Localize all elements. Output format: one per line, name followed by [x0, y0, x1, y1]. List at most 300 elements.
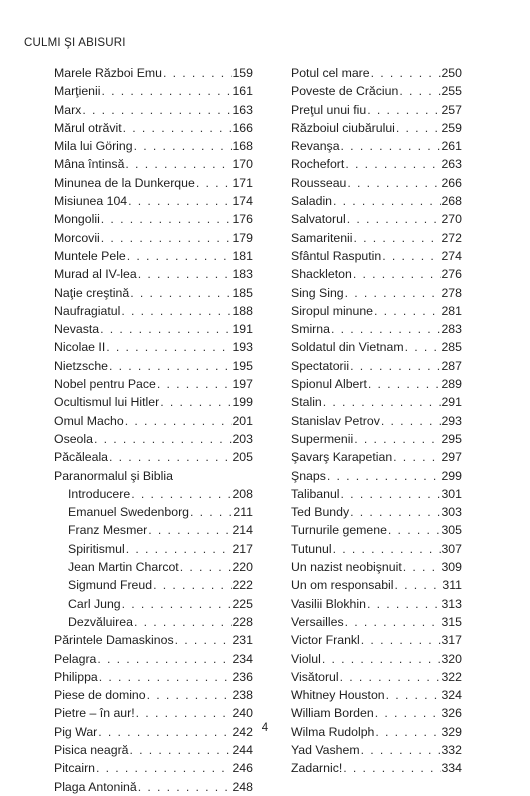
toc-entry [54, 778, 253, 796]
dot-leader [96, 650, 232, 668]
dot-leader [321, 650, 442, 668]
toc-entry-title: Mărul otrăvit [54, 120, 122, 135]
toc-entry-page: 285 [441, 340, 462, 355]
toc-entry-page: 199 [232, 395, 253, 410]
toc-subentry [54, 558, 253, 576]
toc-entry-title: Yad Vashem [291, 742, 360, 757]
toc-entry-title: Supermenii [291, 431, 354, 446]
dot-leader [137, 265, 233, 283]
toc-entry-title: Ocultismul lui Hitler [54, 395, 160, 410]
toc-entry [291, 686, 462, 704]
toc-entry-page: 317 [441, 633, 462, 648]
dot-leader [122, 119, 233, 137]
toc-entry [54, 448, 253, 466]
page-number: 4 [261, 722, 269, 734]
dot-leader [392, 448, 441, 466]
toc-entry-title: Sigmund Freud [68, 578, 153, 593]
toc-entry-page: 197 [232, 377, 253, 392]
dot-leader [108, 448, 232, 466]
toc-entry-page: 301 [441, 486, 462, 501]
toc-entry-title: Tutunul [291, 541, 332, 556]
dot-leader [398, 82, 441, 100]
toc-entry-page: 193 [232, 340, 253, 355]
toc-entry-page: 281 [441, 303, 462, 318]
toc-entry [54, 430, 253, 448]
toc-entry-page: 261 [441, 139, 462, 154]
dot-leader [135, 704, 233, 722]
toc-entry-page: 259 [441, 120, 462, 135]
toc-entry-page: 324 [441, 688, 462, 703]
toc-entry [291, 174, 462, 192]
dot-leader [332, 192, 441, 210]
toc-entry [291, 302, 462, 320]
dot-leader [108, 357, 232, 375]
dot-leader [125, 540, 233, 558]
toc-entry [291, 64, 462, 82]
dot-leader [137, 778, 233, 796]
dot-leader [366, 595, 442, 613]
toc-entry-title: Victor Frankl [291, 633, 360, 648]
toc-entry-title: William Borden [291, 706, 374, 721]
toc-entry-page: 217 [232, 541, 253, 556]
toc-entry [291, 210, 462, 228]
dot-leader [366, 101, 441, 119]
toc-entry [54, 668, 253, 686]
toc-entry-page: 234 [232, 651, 253, 666]
dot-leader [98, 668, 233, 686]
toc-entry-page: 166 [232, 120, 253, 135]
toc-entry-title: Potul cel mare [291, 66, 370, 80]
toc-entry [291, 448, 462, 466]
dot-leader [326, 467, 442, 485]
toc-entry-page: 183 [232, 267, 253, 282]
toc-entry-page: 211 [233, 505, 253, 520]
toc-entry-title: Revanşa [291, 139, 340, 154]
toc-entry-page: 326 [441, 706, 462, 721]
toc-entry [291, 265, 462, 283]
dot-leader [367, 375, 442, 393]
toc-entry-title: Soldatul din Vietnam [291, 340, 404, 355]
toc-entry [54, 284, 253, 302]
toc-entry-title: Nietzsche [54, 358, 108, 373]
toc-entry-title: Pietre – în aur! [54, 706, 135, 721]
toc-entry-title: Smirna [291, 322, 330, 337]
toc-entry [291, 393, 462, 411]
dot-leader [179, 558, 233, 576]
toc-entry [291, 576, 462, 594]
toc-entry-title: Murad al IV-lea [54, 267, 137, 282]
toc-entry-title: Stalin [291, 395, 322, 410]
toc-subentry [54, 540, 253, 558]
toc-entry-title: Shackleton [291, 267, 352, 282]
toc-entry-page: 272 [441, 230, 462, 245]
toc-entry-title: Preţul unui fiu [291, 102, 367, 117]
toc-entry [291, 430, 462, 448]
dot-leader [81, 101, 232, 119]
toc-entry-title: Samaritenii [291, 230, 353, 245]
toc-entry-page: 203 [232, 431, 253, 446]
toc-entry-page: 332 [441, 742, 462, 757]
toc-entry-title: Paranormalul şi Biblia [54, 468, 173, 483]
toc-entry-page: 263 [441, 157, 462, 172]
toc-entry-page: 246 [232, 761, 253, 776]
dot-leader [346, 174, 441, 192]
toc-entry [291, 229, 462, 247]
toc-entry [291, 412, 462, 430]
toc-entry-title: Dezvăluirea [68, 614, 133, 629]
dot-leader [129, 284, 232, 302]
toc-entry-title: Piese de domino [54, 688, 146, 703]
toc-entry-page: 222 [232, 578, 253, 593]
toc-entry-page: 329 [441, 724, 462, 739]
toc-subentry [54, 595, 253, 613]
toc-entry-title: Introducere [68, 486, 131, 501]
toc-entry [54, 82, 253, 100]
dot-leader [162, 64, 232, 82]
toc-entry-title: Pitcairn [54, 761, 96, 776]
toc-entry [54, 302, 253, 320]
toc-entry-title: Mâna întinsă [54, 157, 125, 172]
toc-entry-title: Oseola [54, 431, 93, 446]
toc-entry [291, 137, 462, 155]
dot-leader [124, 412, 233, 430]
toc-entry-title: Naufragiatul [54, 303, 121, 318]
dot-leader [133, 137, 233, 155]
toc-entry-page: 313 [441, 596, 462, 611]
dot-leader [147, 521, 232, 539]
toc-entry-title: Spionul Albert [291, 377, 367, 392]
toc-entry [54, 247, 253, 265]
dot-leader [130, 485, 232, 503]
toc-entry-page: 244 [232, 742, 253, 757]
dot-leader [174, 631, 233, 649]
toc-entry-title: Şavarş Karapetian [291, 450, 393, 465]
toc-entry [291, 247, 462, 265]
toc-entry [291, 650, 462, 668]
toc-entry-title: Salvatorul [291, 212, 346, 227]
toc-entry-page: 163 [232, 102, 253, 117]
dot-leader [339, 668, 442, 686]
toc-entry-title: Violul [291, 651, 321, 666]
toc-entry-title: Misiunea 104 [54, 194, 128, 209]
toc-entry [54, 650, 253, 668]
toc-entry-page: 208 [232, 486, 253, 501]
toc-entry-title: Marx [54, 102, 82, 117]
dot-leader [387, 521, 442, 539]
toc-entry-title: Philippa [54, 669, 98, 684]
toc-entry-page: 220 [232, 560, 253, 575]
toc-entry-title: Şnaps [291, 468, 326, 483]
toc-entry-title: Morcovii [54, 230, 100, 245]
toc-entry-page: 255 [441, 84, 462, 99]
toc-entry-page: 293 [441, 413, 462, 428]
toc-entry-title: Păcăleala [54, 450, 109, 465]
toc-entry [54, 375, 253, 393]
dot-leader [100, 82, 232, 100]
toc-entry [54, 393, 253, 411]
toc-entry-page: 315 [441, 614, 462, 629]
toc-entry [291, 668, 462, 686]
dot-leader [360, 631, 442, 649]
toc-entry [291, 119, 462, 137]
toc-entry-title: Stanislav Petrov [291, 413, 380, 428]
toc-entry-page: 228 [232, 614, 253, 629]
toc-entry-page: 248 [232, 779, 253, 794]
toc-entry-page: 295 [441, 431, 462, 446]
toc-entry-page: 278 [441, 285, 462, 300]
dot-leader [95, 759, 232, 777]
toc-entry [54, 338, 253, 356]
toc-entry [291, 357, 462, 375]
dot-leader [120, 302, 232, 320]
toc-entry [291, 467, 462, 485]
toc-column-right [291, 64, 462, 778]
dot-leader [374, 704, 442, 722]
toc-entry-title: Talibanul [291, 486, 340, 501]
toc-entry [291, 503, 462, 521]
dot-leader [404, 338, 442, 356]
toc-entry-title: Mongolii [54, 212, 100, 227]
toc-entry-title: Rousseau [291, 175, 347, 190]
dot-leader [127, 192, 232, 210]
toc-entry-page: 174 [232, 194, 253, 209]
toc-entry [291, 82, 462, 100]
toc-entry-title: Jean Martin Charcot [68, 560, 179, 575]
toc-entry-page: 188 [232, 303, 253, 318]
dot-leader [322, 393, 442, 411]
toc-subentry [54, 485, 253, 503]
toc-entry [54, 174, 253, 192]
toc-entry-page: 191 [232, 322, 253, 337]
toc-entry-page: 297 [441, 450, 462, 465]
toc-entry-title: Marele Război Emu [54, 66, 162, 80]
toc-entry [54, 759, 253, 777]
dot-leader [340, 137, 442, 155]
toc-entry-page: 309 [441, 560, 462, 575]
dot-leader [352, 265, 442, 283]
toc-entry-title: Muntele Pele [54, 248, 126, 263]
toc-subentry [54, 521, 253, 539]
toc-entry-page: 268 [441, 194, 462, 209]
toc-entry-page: 161 [232, 84, 253, 99]
toc-entry-title: Nobel pentru Pace [54, 377, 156, 392]
toc-column-left [54, 64, 253, 796]
dot-leader [340, 485, 442, 503]
toc-entry [291, 375, 462, 393]
dot-leader [189, 503, 233, 521]
dot-leader [133, 613, 233, 631]
toc-subentry [54, 576, 253, 594]
dot-leader [195, 174, 233, 192]
toc-entry [291, 631, 462, 649]
toc-entry-title: Siropul minune [291, 303, 374, 318]
toc-entry-page: 305 [441, 523, 462, 538]
dot-leader [380, 412, 442, 430]
dot-leader [129, 741, 233, 759]
toc-entry-title: Minunea de la Dunkerque [54, 175, 195, 190]
dot-leader [353, 229, 442, 247]
toc-entry [54, 210, 253, 228]
toc-entry-title: Saladin [291, 194, 333, 209]
toc-entry [54, 320, 253, 338]
toc-entry-page: 179 [232, 230, 253, 245]
toc-entry [291, 320, 462, 338]
toc-entry-page: 171 [232, 175, 253, 190]
running-header: CULMI ŞI ABISURI [24, 37, 126, 49]
toc-entry-page: 225 [232, 596, 253, 611]
toc-entry [54, 229, 253, 247]
toc-entry-page: 195 [232, 358, 253, 373]
toc-entry-page: 159 [232, 66, 253, 80]
toc-entry-page: 276 [441, 267, 462, 282]
toc-entry-page: 311 [442, 578, 462, 593]
toc-entry-page: 270 [441, 212, 462, 227]
dot-leader [121, 595, 233, 613]
toc-entry-page: 240 [232, 706, 253, 721]
toc-entry [291, 284, 462, 302]
toc-entry-title: Vasilii Blokhin [291, 596, 366, 611]
dot-leader [126, 247, 233, 265]
toc-entry-title: Un nazist neobişnuit [291, 560, 402, 575]
toc-entry-title: Nicolae II [54, 340, 106, 355]
toc-entry [54, 467, 253, 485]
dot-leader [344, 284, 442, 302]
dot-leader [156, 375, 233, 393]
toc-entry-page: 168 [232, 139, 253, 154]
dot-leader [385, 686, 442, 704]
toc-entry-title: Nevasta [54, 322, 100, 337]
toc-entry-title: Părintele Damaskinos [54, 633, 174, 648]
dot-leader [105, 338, 232, 356]
toc-entry-page: 214 [232, 523, 253, 538]
toc-entry [291, 759, 462, 777]
toc-entry-page: 236 [232, 669, 253, 684]
toc-entry-page: 205 [232, 450, 253, 465]
toc-entry-page: 322 [441, 669, 462, 684]
dot-leader [373, 302, 441, 320]
dot-leader [159, 393, 232, 411]
toc-entry-title: Franz Mesmer [68, 523, 148, 538]
toc-entry-page: 334 [441, 761, 462, 776]
dot-leader [99, 320, 232, 338]
toc-subentry [54, 503, 253, 521]
dot-leader [402, 558, 442, 576]
toc-entry-title: Omul Macho [54, 413, 124, 428]
toc-entry [54, 686, 253, 704]
dot-leader [353, 430, 441, 448]
toc-entry-title: Versailles [291, 614, 344, 629]
toc-entry-page: 283 [441, 322, 462, 337]
toc-entry-page: 176 [232, 212, 253, 227]
toc-entry-title: Rochefort [291, 157, 345, 172]
toc-entry-page: 307 [441, 541, 462, 556]
toc-subentry [54, 613, 253, 631]
toc-entry-page: 250 [441, 66, 462, 80]
toc-entry-page: 201 [232, 413, 253, 428]
toc-entry [291, 155, 462, 173]
toc-entry-page: 242 [232, 724, 253, 739]
toc-entry-title: Pisica neagră [54, 742, 129, 757]
toc-entry-title: Whitney Houston [291, 688, 385, 703]
toc-entry-title: Plaga Antonină [54, 779, 137, 794]
toc-entry-title: Pig War [54, 724, 98, 739]
toc-entry-page: 287 [441, 358, 462, 373]
dot-leader [330, 320, 442, 338]
toc-entry [54, 357, 253, 375]
toc-entry [54, 64, 253, 82]
toc-entry-title: Zadarnic! [291, 761, 343, 776]
dot-leader [344, 613, 442, 631]
dot-leader [349, 357, 441, 375]
dot-leader [342, 759, 441, 777]
toc-entry-title: Marţienii [54, 84, 101, 99]
toc-entry-title: Spectatorii [291, 358, 350, 373]
toc-entry [291, 704, 462, 722]
toc-entry [54, 192, 253, 210]
toc-entry-title: Wilma Rudolph [291, 724, 375, 739]
toc-entry-title: Spiritismul [68, 541, 125, 556]
dot-leader [146, 686, 233, 704]
toc-entry-page: 291 [441, 395, 462, 410]
toc-entry-title: Mila lui Göring [54, 139, 133, 154]
toc-entry [54, 265, 253, 283]
dot-leader [124, 155, 232, 173]
toc-entry-title: Carl Jung [68, 596, 121, 611]
toc-entry [291, 521, 462, 539]
toc-entry-page: 274 [441, 248, 462, 263]
toc-entry-title: Turnurile gemene [291, 523, 387, 538]
toc-entry [291, 595, 462, 613]
dot-leader [370, 64, 442, 82]
toc-entry-page: 320 [441, 651, 462, 666]
toc-entry-page: 289 [441, 377, 462, 392]
toc-entry-page: 170 [232, 157, 253, 172]
dot-leader [381, 247, 441, 265]
toc-entry-title: Războiul ciubărului [291, 120, 395, 135]
dot-leader [100, 210, 233, 228]
toc-entry-page: 238 [232, 688, 253, 703]
toc-entry [54, 412, 253, 430]
toc-entry-title: Sing Sing [291, 285, 344, 300]
toc-entry-page: 303 [441, 505, 462, 520]
toc-entry-title: Sfântul Rasputin [291, 248, 382, 263]
toc-entry-title: Naţie creştină [54, 285, 130, 300]
dot-leader [344, 155, 441, 173]
toc-entry-page: 185 [232, 285, 253, 300]
toc-entry [54, 155, 253, 173]
dot-leader [100, 229, 233, 247]
toc-entry [54, 631, 253, 649]
toc-entry-title: Poveste de Crăciun [291, 84, 399, 99]
toc-entry [291, 485, 462, 503]
dot-leader [152, 576, 232, 594]
toc-entry-page: 299 [441, 468, 462, 483]
toc-entry-title: Ted Bundy [291, 505, 350, 520]
toc-entry-page: 181 [232, 248, 253, 263]
toc-entry [291, 558, 462, 576]
dot-leader [346, 210, 442, 228]
toc-entry-title: Un om responsabil [291, 578, 394, 593]
toc-entry [54, 137, 253, 155]
dot-leader [394, 576, 443, 594]
toc-entry-page: 257 [441, 102, 462, 117]
toc-entry [291, 613, 462, 631]
toc-entry-title: Visătorul [291, 669, 339, 684]
toc-entry [291, 540, 462, 558]
toc-entry [54, 704, 253, 722]
toc-entry-title: Pelagra [54, 651, 97, 666]
toc-entry [54, 741, 253, 759]
